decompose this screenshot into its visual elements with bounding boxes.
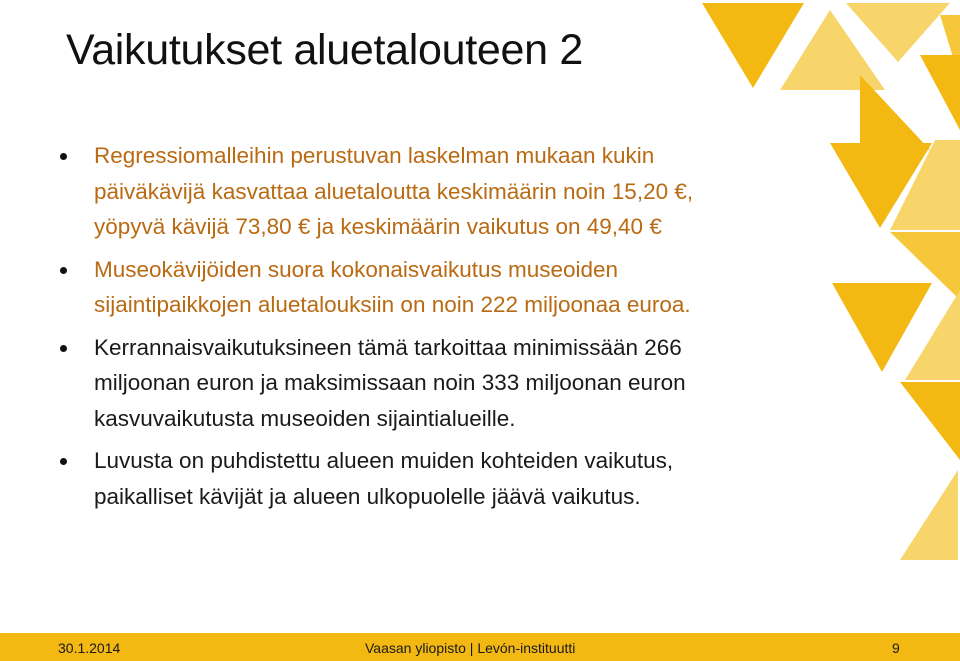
slide-title: Vaikutukset aluetalouteen 2	[66, 26, 584, 74]
bullet-line: yöpyvä kävijä 73,80 € ja keskimäärin vaikutus on 49,40 €	[94, 214, 662, 239]
triangle-shape	[832, 283, 932, 372]
bullet-item	[60, 443, 800, 514]
triangle-shape	[900, 382, 960, 460]
bullet-dot-icon	[60, 267, 67, 274]
bullet-line: kasvuvaikutusta museoiden sijaintialueille.	[94, 405, 516, 431]
footer-page-number: 9	[892, 640, 900, 656]
triangle-shape	[900, 470, 958, 560]
triangle-shape	[920, 55, 960, 130]
bullet-line: Museokävijöiden suora kokonaisvaikutus museoiden	[94, 256, 619, 282]
footer-date: 30.1.2014	[58, 640, 121, 656]
triangle-shape	[702, 3, 804, 88]
bullet-line: Kerrannaisvaikutuksineen tämä tarkoittaa minimissään 266	[94, 334, 682, 360]
bullet-line: Regressiomalleihin perustuvan laskelman mukaan kukin	[94, 143, 655, 168]
footer-organization: Vaasan yliopisto | Levón-instituutti	[365, 640, 576, 656]
bullet-item	[60, 330, 800, 437]
bullet-dot-icon	[60, 345, 67, 352]
triangle-shape	[860, 75, 930, 150]
bullet-list	[60, 138, 800, 521]
bullet-item	[60, 252, 800, 323]
bullet-dot-icon	[60, 153, 67, 160]
bullet-line: paikalliset kävijät ja alueen ulkopuolelle jäävä vaikutus.	[94, 483, 641, 509]
bullet-dot-icon	[60, 458, 67, 465]
bullet-line: miljoonan euron ja maksimissaan noin 333 miljoonan euron	[94, 370, 686, 395]
bullet-line: Luvusta on puhdistettu alueen muiden kohteiden vaikutus,	[94, 448, 674, 473]
bullet-line: sijaintipaikkojen aluetalouksiin on noin 222 miljoonaa euroa.	[94, 292, 691, 317]
bullet-item	[60, 138, 800, 245]
triangle-pattern-decoration	[700, 0, 960, 633]
triangle-shape	[846, 3, 950, 62]
bullet-line: päiväkävijä kasvattaa aluetaloutta keskimäärin noin 15,20 €,	[94, 178, 694, 204]
